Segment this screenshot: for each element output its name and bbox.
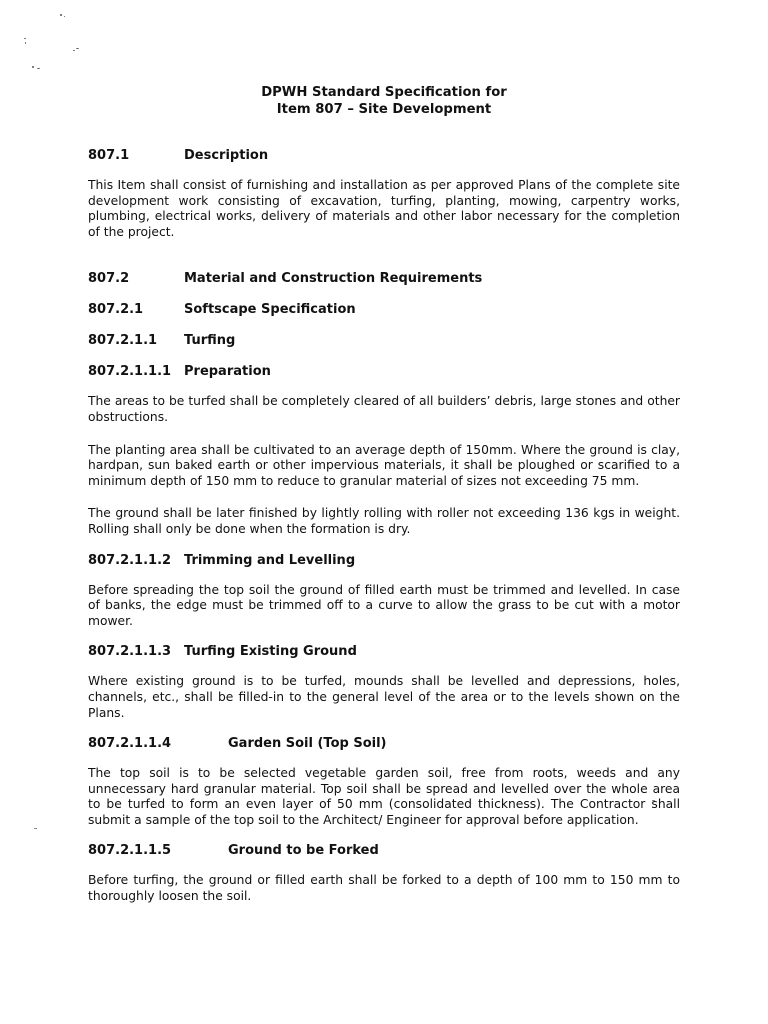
- section-heading: [88, 842, 680, 859]
- section-number: 807.2.1.1: [88, 333, 158, 349]
- section-number: 807.2.1.1.3: [88, 644, 172, 660]
- section-number: 807.2: [88, 271, 130, 287]
- section-number: 807.2.1.1.1: [88, 364, 172, 380]
- section-number: 807.1: [88, 148, 130, 163]
- section-heading: [88, 147, 680, 164]
- section-number: 807.2.1.1.4: [88, 736, 172, 752]
- paragraph: The areas to be turfed shall be completely cleared of all builders’ debris, large stones and other obstructions.: [88, 394, 680, 424]
- title-line-1: DPWH Standard Specification for: [261, 85, 507, 100]
- section-label: Garden Soil (Top Soil): [228, 736, 387, 752]
- section-label: Preparation: [184, 364, 271, 380]
- section-number: 807.2.1.1.2: [88, 552, 172, 568]
- section-number: 807.2.1.1.5: [88, 843, 172, 859]
- section-heading: [88, 270, 680, 287]
- title-line-2: Item 807 – Site Development: [276, 102, 492, 117]
- paragraph: This Item shall consist of furnishing and installation as per approved Plans of the complete site development work consisting of excavation, turfing, planting, mowing, carpentry works, plumbing, electrical works, delivery of materials and other labor necessary for the completion of the project.: [88, 178, 680, 239]
- scan-specks: [18, 8, 88, 78]
- section-heading: [88, 735, 680, 752]
- scan-speck: [34, 828, 37, 829]
- section-heading: [88, 363, 680, 380]
- paragraph: The ground shall be later finished by lightly rolling with roller not exceeding 136 kgs in weight. Rolling shall only be done when the formation is dry.: [88, 506, 680, 536]
- section-label: Trimming and Levelling: [184, 552, 356, 568]
- paragraph: Before turfing, the ground or filled earth shall be forked to a depth of 100 mm to 150 mm to thoroughly loosen the soil.: [88, 873, 680, 904]
- section-label: Description: [184, 148, 269, 163]
- paragraph: Where existing ground is to be turfed, mounds shall be levelled and depressions, holes, channels, etc., shall be filled-in to the general level of the area or to the levels shown on the Plans.: [88, 674, 680, 720]
- section-heading: [88, 552, 680, 569]
- section-label: Ground to be Forked: [228, 843, 379, 859]
- section-heading: [88, 643, 680, 660]
- paragraph: Before spreading the top soil the ground of filled earth must be trimmed and levelled. In case of banks, the edge must be trimmed off to a curve to allow the grass to be cut with a motor mower.: [88, 582, 680, 628]
- section-label: Material and Construction Requirements: [184, 271, 483, 287]
- paragraph: The planting area shall be cultivated to an average depth of 150mm. Where the ground is clay, hardpan, sun baked earth or other impervious materials, it shall be ploughed or scarified to a minimum depth of 150 mm to reduce to granular material of sizes not exceeding 75 mm.: [88, 442, 680, 488]
- section-number: 807.2.1: [88, 302, 144, 318]
- paragraph: The top soil is to be selected vegetable garden soil, free from roots, weeds and any unnecessary hard granular material. Top soil shall be spread and levelled over the whole area to be turfed to form an even layer of 50 mm (consolidated thickness). The Contractor shall submit a sample of the top soil to the Architect/ Engineer for approval before application.: [88, 766, 680, 827]
- document-title: [88, 84, 680, 118]
- section-heading: [88, 301, 680, 318]
- section-label: Turfing: [184, 333, 236, 349]
- section-label: Softscape Specification: [184, 302, 356, 318]
- document-page: [88, 84, 680, 905]
- section-heading: [88, 332, 680, 349]
- section-label: Turfing Existing Ground: [184, 644, 357, 660]
